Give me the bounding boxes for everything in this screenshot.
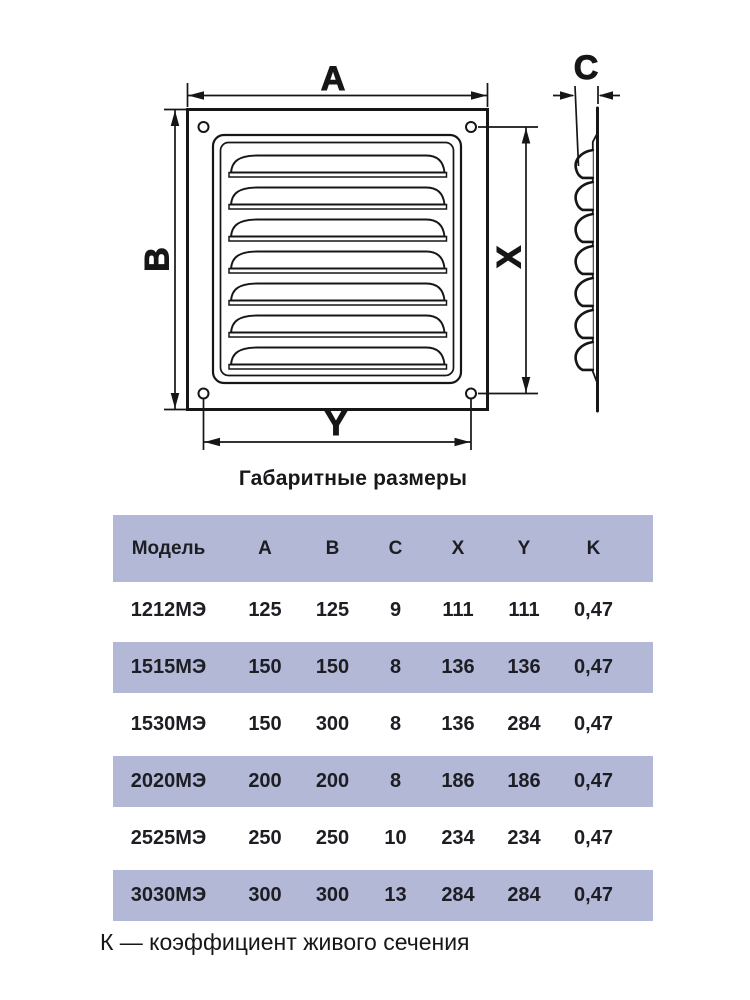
cell-k: 0,47 bbox=[574, 884, 613, 906]
table-row bbox=[113, 582, 653, 639]
column-header-y: Y bbox=[517, 537, 531, 559]
dimension-b bbox=[138, 110, 186, 410]
cell-model: 2525МЭ bbox=[130, 827, 207, 849]
cell-a: 200 bbox=[248, 770, 282, 792]
table-row bbox=[113, 696, 653, 753]
cell-y: 284 bbox=[507, 884, 541, 906]
table-row bbox=[113, 810, 653, 867]
cell-model: 3030МЭ bbox=[130, 884, 207, 906]
arrowhead bbox=[522, 128, 531, 144]
louver-slat bbox=[229, 156, 447, 178]
arrowhead bbox=[522, 377, 531, 393]
cell-model: 1515МЭ bbox=[130, 656, 207, 678]
cell-b: 150 bbox=[315, 656, 350, 678]
arrowhead bbox=[599, 91, 614, 100]
cell-c: 9 bbox=[389, 599, 402, 621]
arrowhead bbox=[171, 393, 180, 409]
cell-y: 186 bbox=[507, 770, 541, 792]
cell-b: 250 bbox=[315, 827, 350, 849]
arrowhead bbox=[171, 111, 180, 127]
column-header-x: X bbox=[451, 537, 465, 559]
cell-b: 300 bbox=[315, 713, 350, 735]
cell-k: 0,47 bbox=[574, 827, 613, 849]
arrowhead bbox=[205, 438, 221, 447]
dim-label-y: Y bbox=[324, 405, 348, 443]
table-row bbox=[113, 867, 653, 924]
grille-front-view bbox=[188, 110, 488, 410]
cell-x: 234 bbox=[441, 827, 475, 849]
cell-x: 136 bbox=[441, 713, 475, 735]
cell-y: 111 bbox=[508, 599, 540, 621]
cell-a: 150 bbox=[248, 713, 282, 735]
cell-a: 125 bbox=[248, 599, 282, 621]
cell-c: 8 bbox=[389, 713, 402, 735]
cell-x: 136 bbox=[441, 656, 475, 678]
dim-label-c: C bbox=[573, 49, 599, 87]
dim-label-b: B bbox=[138, 247, 177, 272]
diagram-caption: Габаритные размеры bbox=[238, 467, 468, 490]
dim-label-x: X bbox=[490, 245, 529, 269]
cell-x: 111 bbox=[442, 599, 474, 621]
column-header-k: K bbox=[586, 537, 601, 559]
arrowhead bbox=[188, 91, 204, 100]
cell-x: 284 bbox=[441, 884, 475, 906]
column-header-b: B bbox=[325, 537, 340, 559]
cell-c: 8 bbox=[389, 770, 402, 792]
arrowhead bbox=[471, 91, 487, 100]
cell-a: 150 bbox=[248, 656, 282, 678]
cell-k: 0,47 bbox=[574, 770, 613, 792]
table-row bbox=[113, 639, 653, 696]
cell-k: 0,47 bbox=[574, 656, 613, 678]
dim-label-a: A bbox=[320, 60, 346, 98]
dimension-c bbox=[553, 49, 620, 166]
cell-model: 1530МЭ bbox=[130, 713, 207, 735]
cell-c: 13 bbox=[384, 884, 407, 906]
column-header-model: Модель bbox=[131, 537, 206, 559]
cell-y: 284 bbox=[507, 713, 541, 735]
column-header-a: A bbox=[258, 537, 272, 559]
cell-b: 125 bbox=[315, 599, 350, 621]
cell-c: 8 bbox=[389, 656, 402, 678]
arrowhead bbox=[560, 91, 575, 100]
cell-b: 300 bbox=[315, 884, 350, 906]
column-header-c: C bbox=[388, 537, 403, 559]
table-row bbox=[113, 753, 653, 810]
footnote: К — коэффициент живого сечения bbox=[100, 929, 470, 955]
cell-b: 200 bbox=[315, 770, 350, 792]
cell-a: 250 bbox=[248, 827, 282, 849]
cell-c: 10 bbox=[384, 827, 407, 849]
cell-y: 136 bbox=[507, 656, 541, 678]
cell-a: 300 bbox=[248, 884, 282, 906]
cell-model: 2020МЭ bbox=[130, 770, 207, 792]
arrowhead bbox=[455, 438, 471, 447]
cell-k: 0,47 bbox=[574, 599, 613, 621]
dimension-a bbox=[188, 60, 488, 107]
spec-table bbox=[113, 515, 653, 924]
cell-y: 234 bbox=[507, 827, 541, 849]
cell-model: 1212МЭ bbox=[130, 599, 207, 621]
grille-side-view bbox=[576, 108, 598, 411]
cell-k: 0,47 bbox=[574, 713, 613, 735]
cell-x: 186 bbox=[441, 770, 475, 792]
table-header-row bbox=[113, 515, 653, 582]
